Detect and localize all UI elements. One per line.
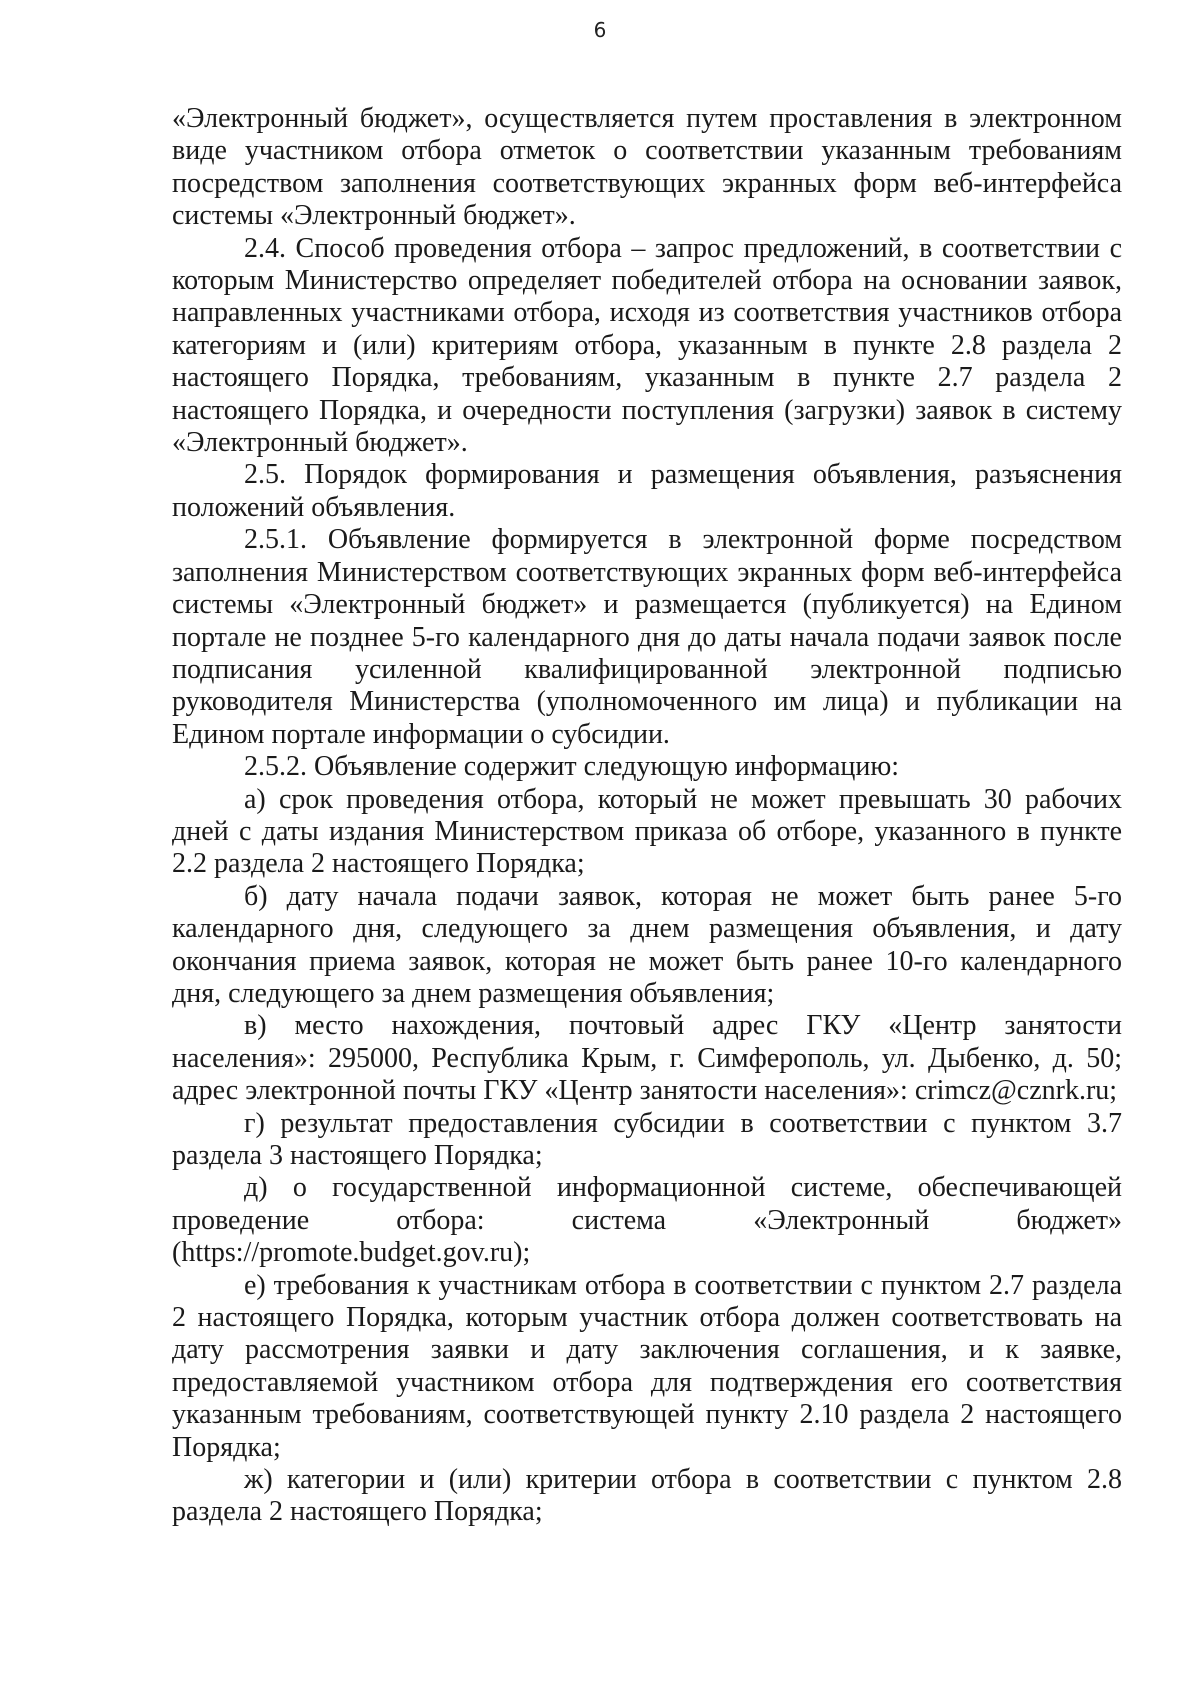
list-item-g: г) результат предоставления субсидии в соответствии с пунктом 3.7 раздела 3 настоящего Порядка; bbox=[172, 1107, 1122, 1171]
paragraph-2-5-1: 2.5.1. Объявление формируется в электронной форме посредством заполнения Министерством соответствующих экранных форм веб-интерфейса системы «Электронный бюджет» и размещается (публикуется) на Едином портале не позднее 5-го календарного дня до даты начала подачи заявок после подписания усиленной квалифицированной электронной подписью руководителя Министерства (уполномоченного им лица) и публикации на Едином портале информации о субсидии. bbox=[172, 524, 1122, 750]
document-body bbox=[172, 103, 1122, 1529]
page-number: 6 bbox=[593, 18, 607, 42]
list-item-a: а) срок проведения отбора, который не может превышать 30 рабочих дней с даты издания Министерством приказа об отборе, указанного в пункте 2.2 раздела 2 настоящего Порядка; bbox=[172, 783, 1122, 880]
paragraph-2-5-2: 2.5.2. Объявление содержит следующую информацию: bbox=[244, 751, 900, 783]
list-item-b: б) дату начала подачи заявок, которая не может быть ранее 5-го календарного дня, следующего за днем размещения объявления, и дату окончания приема заявок, которая не может быть ранее 10-го календарного дня, следующего за днем размещения объявления; bbox=[172, 880, 1122, 1009]
list-item-zh: ж) категории и (или) критерии отбора в соответствии с пунктом 2.8 раздела 2 настоящего Порядка; bbox=[172, 1464, 1122, 1528]
list-item-e: е) требования к участникам отбора в соответствии с пунктом 2.7 раздела 2 настоящего Порядка, которым участник отбора должен соответствовать на дату рассмотрения заявки и дату заключения соглашения, и к заявке, предоставляемой участником отбора для подтверждения его соответствия указанным требованиям, соответствующей пункту 2.10 раздела 2 настоящего Порядка; bbox=[172, 1269, 1122, 1463]
list-item-d: д) о государственной информационной системе, обеспечивающей проведение отбора: система «Электронный бюджет» (https://promote.budget.gov.ru); bbox=[172, 1172, 1122, 1269]
paragraph-2-4: 2.4. Способ проведения отбора – запрос предложений, в соответствии с которым Министерство определяет победителей отбора на основании заявок, направленных участниками отбора, исходя из соответствия участников отбора категориям и (или) критериям отбора, указанным в пункте 2.8 раздела 2 настоящего Порядка, требованиям, указанным в пункте 2.7 раздела 2 настоящего Порядка, и очередности поступления (загрузки) заявок в систему «Электронный бюджет». bbox=[172, 232, 1122, 459]
paragraph-2-5: 2.5. Порядок формирования и размещения объявления, разъяснения положений объявления. bbox=[172, 459, 1122, 523]
paragraph-continuation: «Электронный бюджет», осуществляется путем проставления в электронном виде участником отбора отметок о соответствии указанным требованиям посредством заполнения соответствующих экранных форм веб-интерфейса системы «Электронный бюджет». bbox=[172, 103, 1122, 232]
list-item-v: в) место нахождения, почтовый адрес ГКУ «Центр занятости населения»: 295000, Республика Крым, г. Симферополь, ул. Дыбенко, д. 50; адрес электронной почты ГКУ «Центр занятости населения»: crimcz@cznrk.ru; bbox=[172, 1010, 1122, 1107]
